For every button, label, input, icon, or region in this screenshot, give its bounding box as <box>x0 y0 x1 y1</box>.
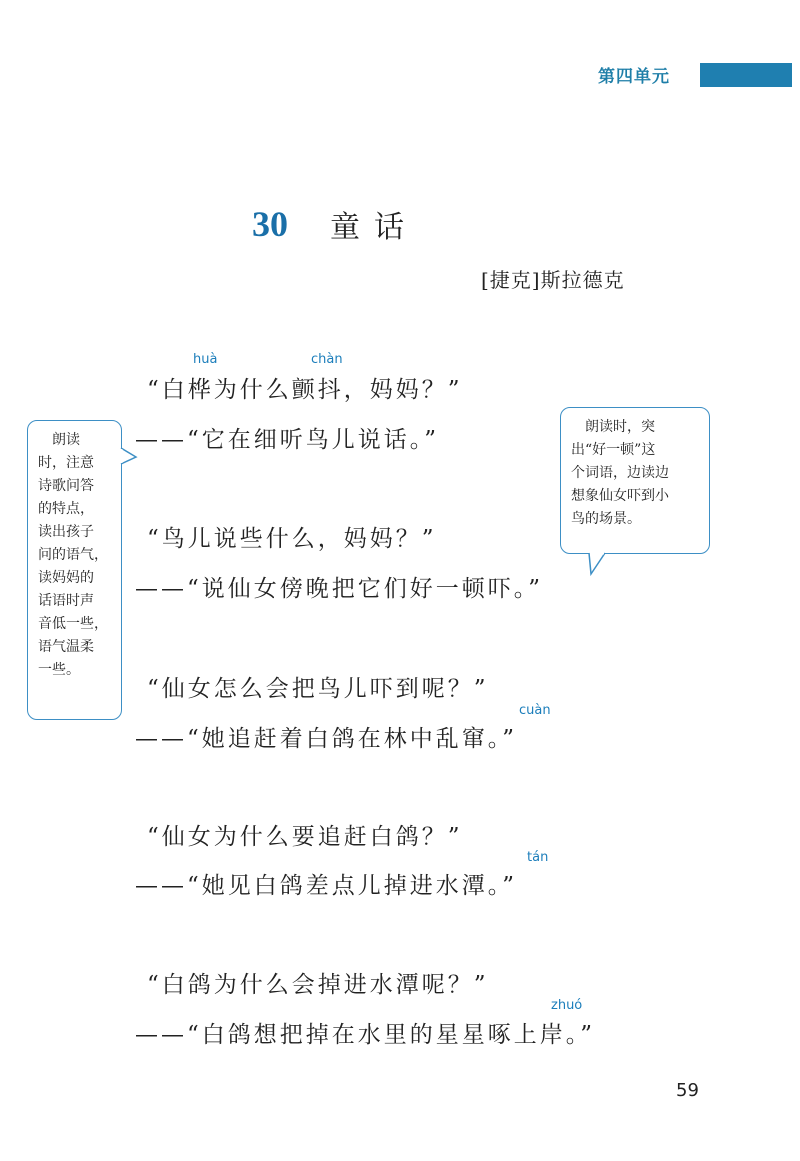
poem-line-3: “鸟儿说些什么，妈妈？” <box>147 526 437 552</box>
reading-note-left <box>27 420 122 720</box>
author-line: [捷克]斯拉德克 <box>481 268 625 292</box>
poem-line-2: ——“它在细听鸟儿说话。” <box>135 427 440 453</box>
unit-color-bar <box>700 63 792 87</box>
poem-line-7: “仙女为什么要追赶白鸽？” <box>147 824 463 850</box>
pinyin-tan: tán <box>527 850 549 865</box>
pinyin-cuan: cuàn <box>519 703 551 718</box>
pinyin-chan: chàn <box>311 352 343 367</box>
note-left-pointer <box>118 446 138 468</box>
reading-note-right <box>560 407 710 554</box>
poem-line-4: ——“说仙女傍晚把它们好一顿吓。” <box>135 576 544 602</box>
lesson-title-text: 童话 <box>330 210 418 245</box>
reading-note-right-text: 朗读时，突 出“好一顿”这 个词语，边读边 想象仙女吓到小 鸟的场景。 <box>571 419 669 527</box>
pinyin-hua: huà <box>193 352 218 367</box>
reading-note-left-text: 朗读 时，注意 诗歌问答 的特点， 读出孩子 问的语气， 读妈妈的 话语时声 音低一些， 语气温柔 一些。 <box>38 432 108 678</box>
poem-line-5: “仙女怎么会把鸟儿吓到呢？” <box>147 676 489 702</box>
page-number: 59 <box>676 1080 699 1101</box>
poem-line-9: “白鸽为什么会掉进水潭呢？” <box>147 972 489 998</box>
lesson-title <box>252 202 418 246</box>
poem-line-1: “白桦为什么颤抖，妈妈？” <box>147 377 463 403</box>
lesson-number: 30 <box>252 204 288 244</box>
poem-line-8: ——“她见白鸽差点儿掉进水潭。” <box>135 873 518 899</box>
poem-line-6: ——“她追赶着白鸽在林中乱窜。” <box>135 726 518 752</box>
unit-label: 第四单元 <box>598 67 670 87</box>
poem-line-10: ——“白鸽想把掉在水里的星星啄上岸。” <box>135 1022 596 1048</box>
note-right-pointer <box>587 551 609 577</box>
pinyin-zhuo: zhuó <box>551 998 583 1013</box>
